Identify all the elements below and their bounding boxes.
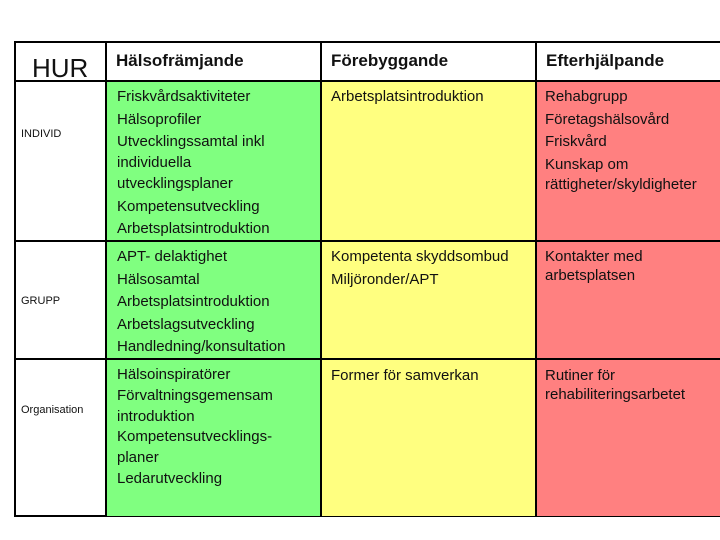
cell-grupp-halsoframjande: [107, 242, 285, 359]
cell-line: Hälsoprofiler: [117, 110, 202, 128]
cell-line: Friskvårdsaktiviteter: [117, 88, 251, 105]
cell-line: utvecklingsplaner: [117, 174, 233, 192]
cell-line: Miljöronder/APT: [331, 270, 439, 288]
cell-individ-halsoframjande: [107, 82, 270, 241]
column-header-forebyggande: Förebyggande: [331, 51, 449, 70]
row-label-grupp: GRUPP: [21, 295, 61, 307]
cell-line: Handledning/konsultation: [117, 338, 286, 355]
cell-line: Ledarutveckling: [117, 469, 223, 487]
row-label-organisation: Organisation: [21, 404, 84, 416]
row-label-individ: INDIVID: [21, 128, 62, 140]
cell-line: Kompetensutveckling: [117, 197, 260, 215]
cell-line: rehabiliteringsarbetet: [545, 386, 686, 403]
cell-line: Former för samverkan: [331, 367, 479, 384]
cell-line: planer: [117, 449, 159, 467]
cell-line: Rehabgrupp: [545, 88, 628, 105]
cell-line: Kompetensutvecklings-: [117, 428, 273, 446]
cell-line: Arbetsplatsintroduktion: [331, 88, 484, 105]
column-header-halsoframjande: Hälsofrämjande: [116, 51, 244, 70]
cell-line: Arbetslagsutveckling: [117, 315, 255, 333]
cell-line: Hälsosamtal: [117, 270, 200, 288]
cell-line: Förvaltningsgemensam: [117, 386, 273, 404]
cell-line: Företagshälsovård: [545, 110, 670, 128]
cell-line: Kontakter med: [545, 248, 643, 265]
cell-line: rättigheter/skyldigheter: [545, 176, 697, 193]
cell-organisation-halsoframjande: [107, 361, 273, 490]
cell-line: individuella: [117, 153, 192, 171]
corner-header: HUR: [32, 53, 89, 83]
cell-line: Arbetsplatsintroduktion: [117, 220, 270, 237]
cell-line: APT- delaktighet: [117, 248, 228, 265]
cell-line: Friskvård: [545, 133, 607, 150]
cell-line: Rutiner för: [545, 367, 616, 384]
cell-grupp-forebyggande: [321, 242, 509, 291]
cell-line: Hälsoinspiratörer: [117, 366, 231, 383]
cell-line: arbetsplatsen: [545, 266, 636, 284]
cell-organisation-efterhjalpande: [535, 362, 685, 404]
cell-line: introduktion: [117, 407, 195, 425]
cell-line: Kunskap om: [545, 155, 629, 173]
forebyggande-column-bg: [321, 81, 536, 516]
cell-organisation-forebyggande: [321, 361, 479, 388]
column-header-efterhjalpande: Efterhjälpande: [546, 51, 665, 70]
cell-line: Utvecklingssamtal inkl: [117, 133, 265, 150]
cell-line: Kompetenta skyddsombud: [331, 248, 509, 265]
cell-line: Arbetsplatsintroduktion: [117, 293, 270, 310]
cell-individ-efterhjalpande: [535, 82, 697, 194]
cell-individ-forebyggande: [321, 82, 484, 109]
cell-grupp-efterhjalpande: [535, 243, 643, 284]
